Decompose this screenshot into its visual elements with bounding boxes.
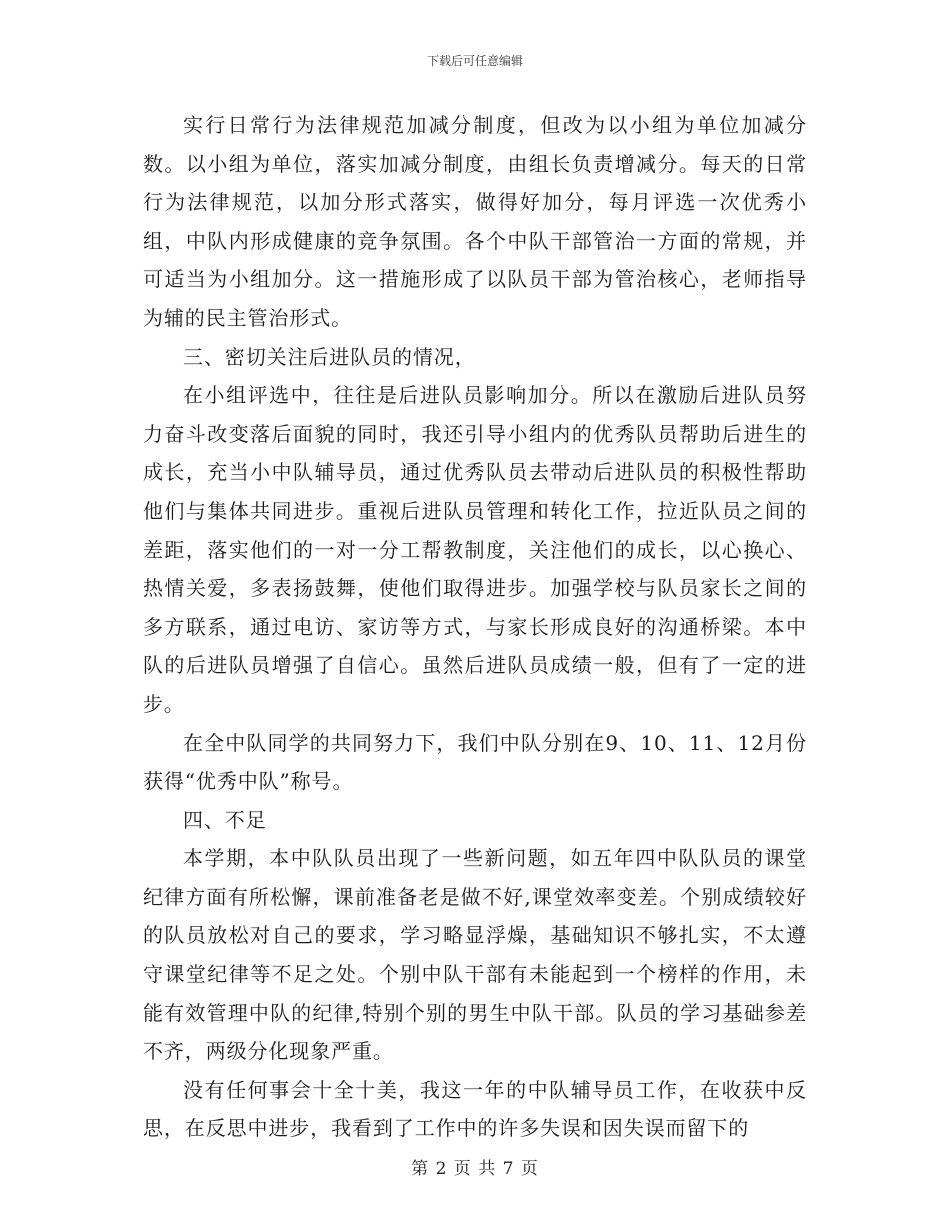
section-heading-four: 四、不足 [183,807,267,832]
paragraph-underperformers: 在小组评选中，往往是后进队员影响加分。所以在激励后进队员努力奋斗改变落后面貌的同时，我还引导小组内的优秀队员帮助后进生的成长，充当小中队辅导员，通过优秀队员去带动后进队员的积极性帮助他们与集体共同进步。重视后进队员管理和转化工作，拉近队员之间的差距，落实他们的一对一分工帮教制度，关注他们的成长，以心换心、热情关爱，多表扬鼓舞，使他们取得进步。加强学校与队员家长之间的多方联系，通过电访、家访等方式，与家长形成良好的沟通桥梁。本中队的后进队员增强了自信心。虽然后进队员成绩一般，但有了一定的进步。 [143,383,807,716]
paragraph-reflection: 没有任何事会十全十美，我这一年的中队辅导员工作，在收获中反思，在反思中进步，我看到了工作中的许多失误和因失误而留下的 [143,1077,807,1141]
section-heading-three: 三、密切关注后进队员的情况， [183,344,476,369]
page-header-note: 下载后可任意编辑 [426,54,523,68]
document-body [143,106,807,1148]
paragraph-award: 在全中队同学的共同努力下，我们中队分别在9、10、11、12月份获得“优秀中队”称号。 [143,730,807,794]
paragraph-scoring-system: 实行日常行为法律规范加减分制度，但改为以小组为单位加减分数。以小组为单位，落实加减分制度，由组长负责增减分。每天的日常行为法律规范，以加分形式落实，做得好加分，每月评选一次优秀小组，中队内形成健康的竞争氛围。各个中队干部管治一方面的常规，并可适当为小组加分。这一措施形成了以队员干部为管治核心，老师指导为辅的民主管治形式。 [143,113,807,330]
page-number: 第 2 页 共 7 页 [411,1159,539,1179]
paragraph-shortcomings: 本学期，本中队队员出现了一些新问题，如五年四中队队员的课堂纪律方面有所松懈，课前准备老是做不好,课堂效率变差。个别成绩较好的队员放松对自己的要求，学习略显浮燥，基础知识不够扎实，不太遵守课堂纪律等不足之处。个别中队干部有未能起到一个榜样的作用，未能有效管理中队的纪律,特别个别的男生中队干部。队员的学习基础参差不齐，两级分化现象严重。 [143,846,807,1064]
